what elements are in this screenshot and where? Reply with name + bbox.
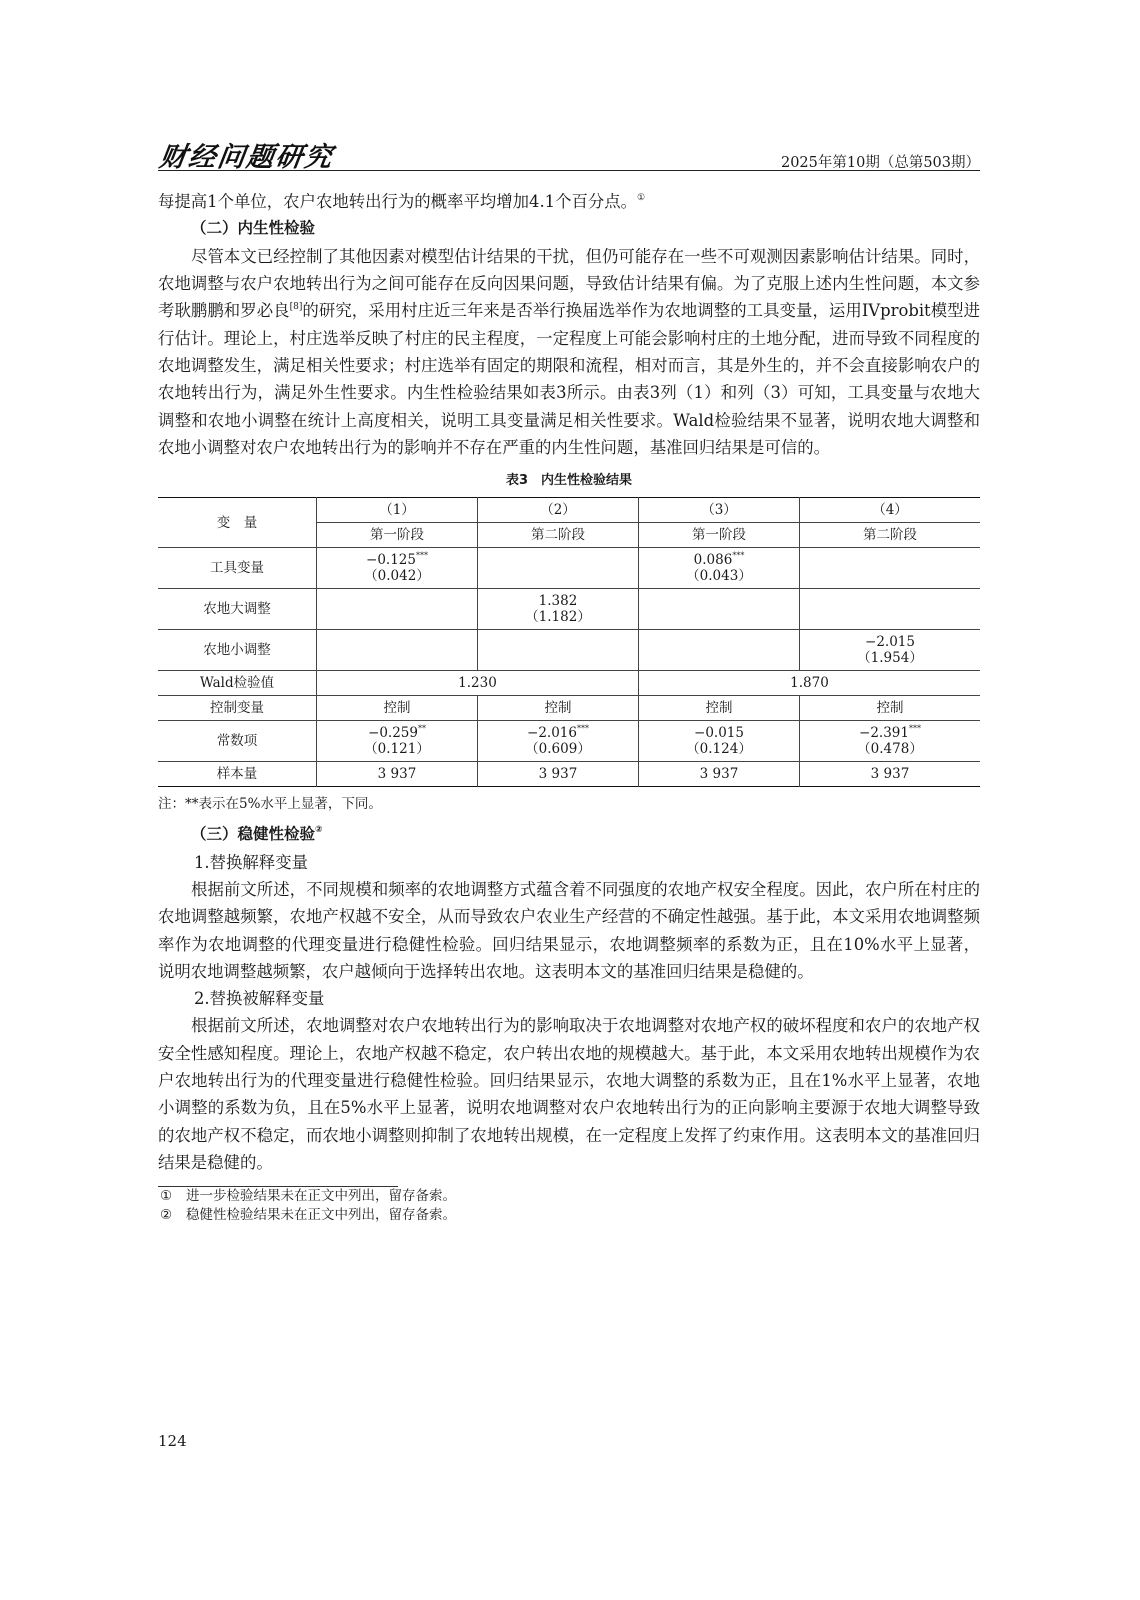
table-row — [158, 762, 980, 787]
table-row — [158, 630, 980, 671]
header-col: （2） — [478, 498, 639, 523]
table-row — [158, 548, 980, 589]
table-cell: 3 937 — [478, 762, 639, 787]
footnote-ref-1[interactable]: ① — [637, 193, 646, 203]
citation-ref[interactable]: [8] — [289, 302, 303, 313]
table-cell: −0.015 （0.124） — [639, 721, 800, 762]
table-cell — [800, 589, 981, 630]
page — [158, 0, 980, 1600]
section-heading-robustness: （三）稳健性检验② — [191, 825, 323, 844]
table-note: 注：**表示在5%水平上显著，下同。 — [158, 796, 382, 813]
table-cell — [317, 630, 478, 671]
header-stage: 第二阶段 — [800, 523, 981, 548]
table-cell: 控制 — [800, 696, 981, 721]
table-cell — [317, 589, 478, 630]
table-cell — [639, 589, 800, 630]
table-cell: 3 937 — [800, 762, 981, 787]
paragraph-continued: 每提高1个单位，农户农地转出行为的概率平均增加4.1个百分点。① — [158, 192, 646, 211]
running-header — [158, 133, 980, 173]
section-heading-endogeneity: （二）内生性检验 — [191, 219, 316, 238]
table-cell — [639, 630, 800, 671]
table-row — [158, 696, 980, 721]
table-cell: −2.016*** （0.609） — [478, 721, 639, 762]
paragraph-endogeneity: 尽管本文已经控制了其他因素对模型估计结果的干扰，但仍可能存在一些不可观测因素影响估计结果。同时，农地调整与农户农地转出行为之间可能存在反向因果问题，导致估计结果有偏。为了克服上述内生性问题，本文参考耿鹏鹏和罗必良[8]的研究，采用村庄近三年来是否举行换届选举作为农地调整的工具变量，运用IVprobit模型进行估计。理论上，村庄选举反映了村庄的民主程度，一定程度上可能会影响村庄的土地分配，进而导致不同程度的农地调整发生，满足相关性要求；村庄选举有固定的期限和流程，相对而言，其是外生的，并不会直接影响农户的农地转出行为，满足外生性要求。内生性检验结果如表3所示。由表3列（1）和列（3）可知，工具变量与农地大调整和农地小调整在统计上高度相关，说明工具变量满足相关性要求。Wald检验结果不显著，说明农地大调整和农地小调整对农户农地转出行为的影响并不存在严重的内生性问题，基准回归结果是可信的。 — [158, 246, 981, 457]
table-cell: 3 937 — [317, 762, 478, 787]
article-body — [158, 188, 980, 1225]
row-label: 样本量 — [158, 762, 317, 787]
header-col: （1） — [317, 498, 478, 523]
subsection-heading: 1.替换解释变量 — [194, 852, 308, 872]
table-row — [158, 721, 980, 762]
journal-logo: 财经问题研究 — [157, 142, 336, 173]
table-cell — [800, 548, 981, 589]
row-label: 常数项 — [158, 721, 317, 762]
header-stage: 第一阶段 — [639, 523, 800, 548]
table-cell: 1.382 （1.182） — [478, 589, 639, 630]
row-label: 控制变量 — [158, 696, 317, 721]
table-cell: 3 937 — [639, 762, 800, 787]
table-cell: 1.230 — [317, 671, 639, 696]
issue-info: 2025年第10期（总第503期） — [780, 155, 980, 171]
table-row — [158, 671, 980, 696]
row-label: Wald检验值 — [158, 671, 317, 696]
header-stage: 第二阶段 — [478, 523, 639, 548]
paragraph-robustness-1: 根据前文所述，不同规模和频率的农地调整方式蕴含着不同强度的农地产权安全程度。因此，农户所在村庄的农地调整越频繁，农地产权越不安全，从而导致农户农业生产经营的不确定性越强。基于此，本文采用农地调整频率作为农地调整的代理变量进行稳健性检验。回归结果显示，农地调整频率的系数为正，且在10%水平上显著，说明农地调整越频繁，农户越倾向于选择转出农地。这表明本文的基准回归结果是稳健的。 — [158, 879, 980, 981]
table-cell: −2.391*** （0.478） — [800, 721, 981, 762]
row-label: 农地小调整 — [158, 630, 317, 671]
header-col: （3） — [639, 498, 800, 523]
table-cell: 1.870 — [639, 671, 981, 696]
table-cell: 控制 — [317, 696, 478, 721]
header-col: （4） — [800, 498, 981, 523]
footnote: ② 稳健性检验结果未在正文中列出，留存备索。 — [160, 1207, 456, 1224]
row-label: 工具变量 — [158, 548, 317, 589]
table-cell — [478, 630, 639, 671]
table-cell: −2.015 （1.954） — [800, 630, 981, 671]
table-cell: −0.125*** （0.042） — [317, 548, 478, 589]
page-number: 124 — [158, 1432, 187, 1450]
table-cell: 控制 — [639, 696, 800, 721]
table-header-row — [158, 498, 980, 523]
footnote-ref-2[interactable]: ② — [315, 825, 323, 836]
table-cell: −0.259** （0.121） — [317, 721, 478, 762]
footnote: ① 进一步检验结果未在正文中列出，留存备索。 — [160, 1188, 456, 1205]
subsection-heading: 2.替换被解释变量 — [194, 989, 325, 1009]
paragraph-robustness-2: 根据前文所述，农地调整对农户农地转出行为的影响取决于农地调整对农地产权的破坏程度和农户的农地产权安全性感知程度。理论上，农地产权越不稳定，农户转出农地的规模越大。基于此，本文采用农地转出规模作为农户农地转出行为的代理变量进行稳健性检验。回归结果显示，农地大调整的系数为正，且在1%水平上显著，农地小调整的系数为负，且在5%水平上显著，说明农地调整对农户农地转出行为的正向影响主要源于农地大调整导致的农地产权不稳定，而农地小调整则抑制了农地转出规模，在一定程度上发挥了约束作用。这表明本文的基准回归结果是稳健的。 — [158, 1016, 980, 1172]
header-variable: 变 量 — [158, 498, 317, 548]
header-rule — [158, 170, 980, 171]
row-label: 农地大调整 — [158, 589, 317, 630]
results-table — [158, 497, 980, 787]
table-caption: 表3 内生性检验结果 — [505, 473, 633, 489]
table-row — [158, 589, 980, 630]
table-cell: 0.086*** （0.043） — [639, 548, 800, 589]
table-cell — [478, 548, 639, 589]
header-stage: 第一阶段 — [317, 523, 478, 548]
table-cell: 控制 — [478, 696, 639, 721]
